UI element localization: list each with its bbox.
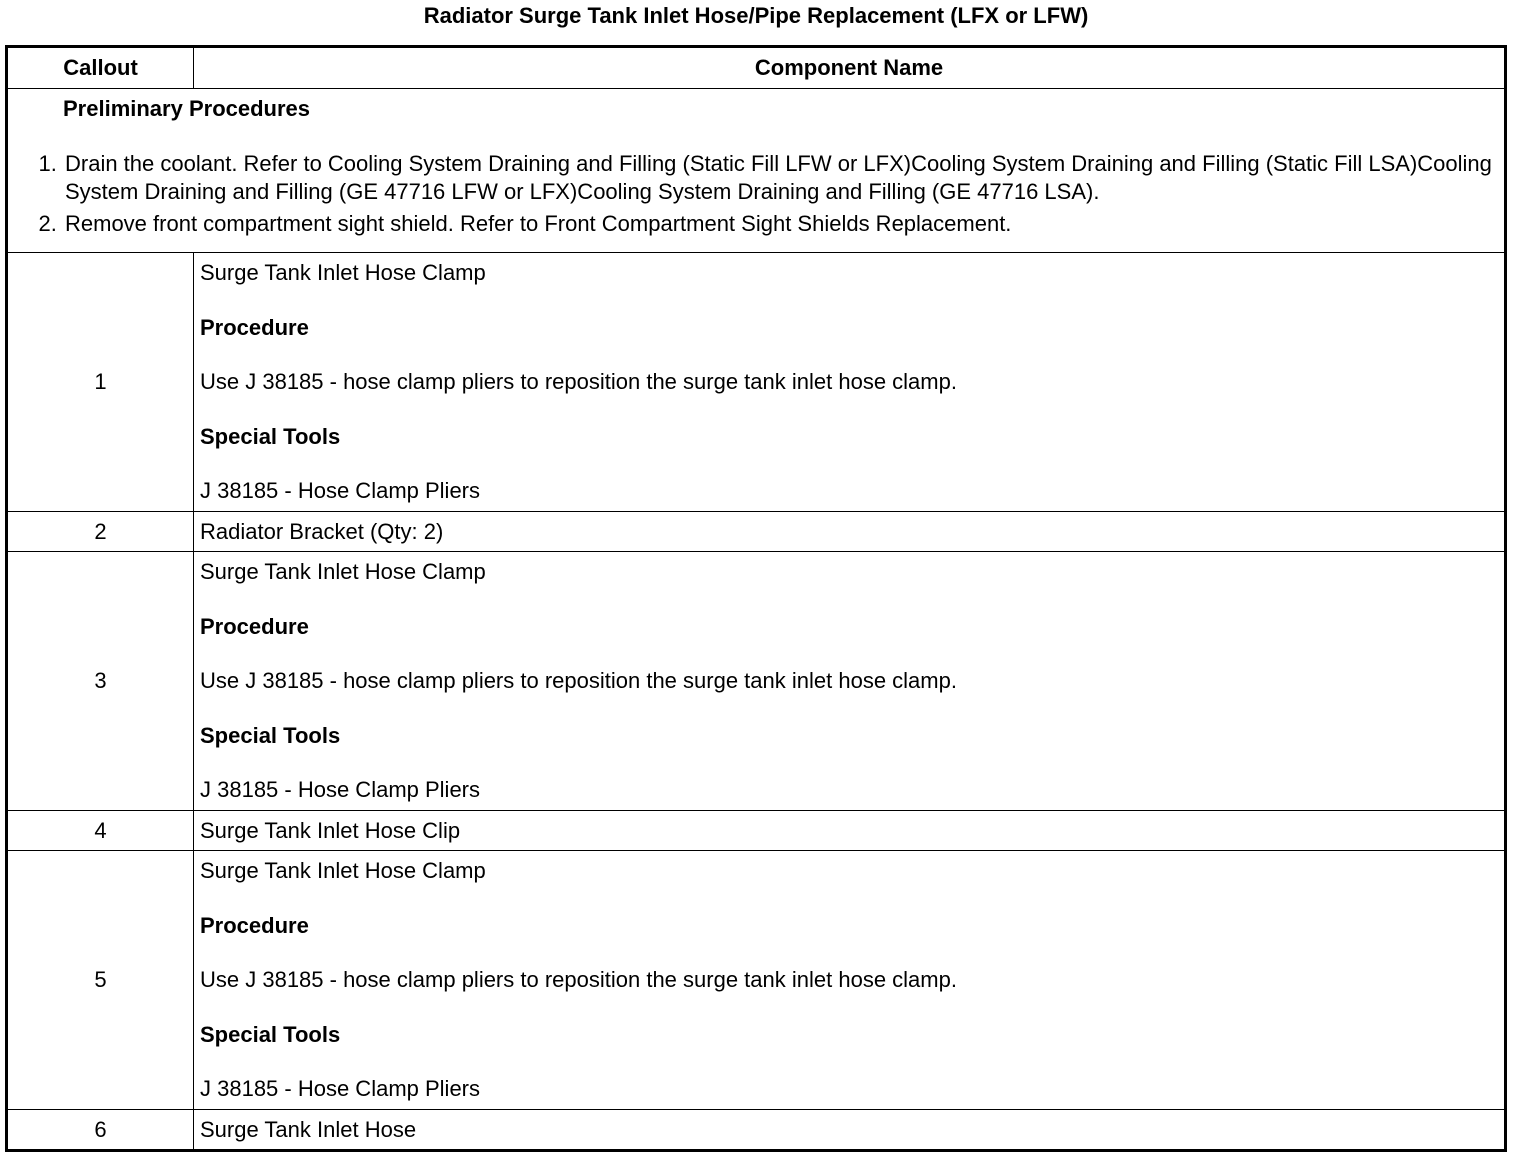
procedure-label: Procedure <box>200 314 309 340</box>
table-row <box>7 851 1506 1110</box>
component-cell <box>194 253 1506 512</box>
component-name-column-header: Component Name <box>194 47 1506 89</box>
table-row <box>7 552 1506 811</box>
procedure-label: Procedure <box>200 912 309 938</box>
callout-number: 5 <box>7 851 194 1110</box>
table-row <box>7 811 1506 851</box>
component-name: Surge Tank Inlet Hose <box>194 1110 1506 1151</box>
component-cell <box>194 851 1506 1110</box>
preliminary-step: 2. Remove front compartment sight shield. Refer to Front Compartment Sight Shields Replacement. <box>63 210 1504 238</box>
preliminary-steps-list <box>8 150 1504 238</box>
callout-number: 1 <box>7 253 194 512</box>
special-tools-text: J 38185 - Hose Clamp Pliers <box>200 777 481 802</box>
procedure-label: Procedure <box>200 613 309 639</box>
component-name: Surge Tank Inlet Hose Clip <box>194 811 1506 851</box>
special-tools-label: Special Tools <box>200 722 341 748</box>
procedure-text: Use J 38185 - hose clamp pliers to reposition the surge tank inlet hose clamp. <box>200 369 957 394</box>
component-name: Surge Tank Inlet Hose Clamp <box>200 260 486 285</box>
component-cell <box>194 552 1506 811</box>
special-tools-label: Special Tools <box>200 423 341 449</box>
callout-number: 3 <box>7 552 194 811</box>
preliminary-row <box>7 89 1506 253</box>
special-tools-text: J 38185 - Hose Clamp Pliers <box>200 1076 481 1101</box>
callout-number: 2 <box>7 512 194 552</box>
procedure-text: Use J 38185 - hose clamp pliers to reposition the surge tank inlet hose clamp. <box>200 668 957 693</box>
procedure-text: Use J 38185 - hose clamp pliers to reposition the surge tank inlet hose clamp. <box>200 967 957 992</box>
callout-column-header: Callout <box>7 47 194 89</box>
table-header-row <box>7 47 1506 89</box>
callout-number: 4 <box>7 811 194 851</box>
components-table <box>5 45 1507 1152</box>
component-name: Surge Tank Inlet Hose Clamp <box>200 858 486 883</box>
special-tools-text: J 38185 - Hose Clamp Pliers <box>200 478 481 503</box>
component-name: Radiator Bracket (Qty: 2) <box>194 512 1506 552</box>
preliminary-heading: Preliminary Procedures <box>63 96 311 121</box>
special-tools-label: Special Tools <box>200 1021 341 1047</box>
preliminary-step: 1. Drain the coolant. Refer to Cooling System Draining and Filling (Static Fill LFW or LFX)Cooling System Draining and Filling (Static Fill LSA)Cooling System Draining and Filling (GE 47716 LFW or LFX)Cooling System Draining and Filling (GE 47716 LSA). <box>63 150 1504 206</box>
preliminary-procedures <box>7 89 1506 253</box>
component-name: Surge Tank Inlet Hose Clamp <box>200 559 486 584</box>
table-row <box>7 253 1506 512</box>
page-title: Radiator Surge Tank Inlet Hose/Pipe Replacement (LFX or LFW) <box>423 3 1089 28</box>
table-row <box>7 1110 1506 1151</box>
callout-number: 6 <box>7 1110 194 1151</box>
table-row <box>7 512 1506 552</box>
